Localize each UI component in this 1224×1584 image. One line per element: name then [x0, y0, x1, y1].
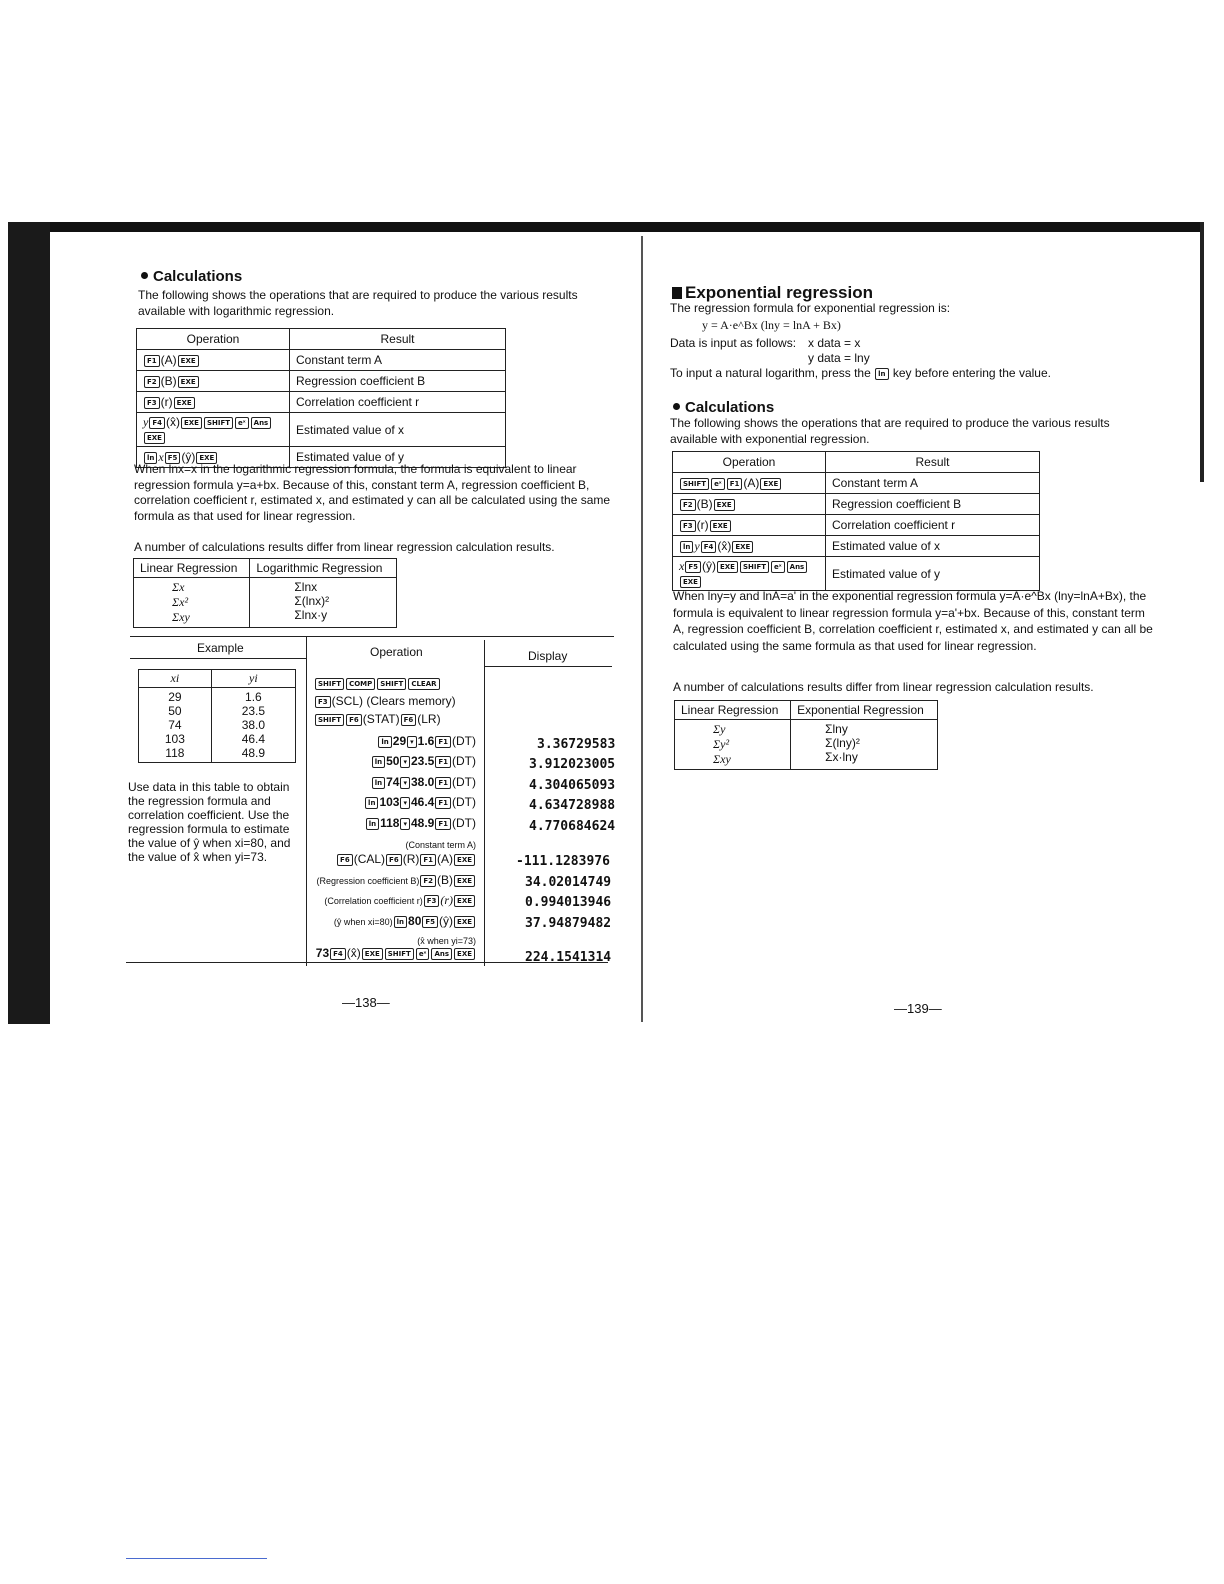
table-row: x F5 (ŷ) EXE SHIFT eˣ AnsEXE Estimated value of y — [673, 557, 1040, 591]
table-row — [137, 350, 506, 371]
op-text: (A) — [437, 852, 454, 866]
cmp-cell: Σx — [172, 580, 185, 594]
example-header-rule — [130, 658, 306, 659]
entry-line — [310, 734, 476, 748]
entry-x: 118 — [380, 816, 400, 830]
right-compare-table — [674, 700, 938, 770]
dt-label: (DT) — [452, 754, 476, 768]
ans-key: Ans — [251, 417, 272, 429]
exe-key: EXE — [732, 541, 753, 553]
entry-x: 29 — [392, 734, 407, 748]
result-header: Result — [826, 452, 1040, 473]
yi-value: 38.0 — [241, 718, 266, 732]
example-header-rule — [484, 666, 612, 667]
shift-key: SHIFT — [385, 948, 414, 960]
op-text: (A) — [160, 353, 177, 367]
xi-value: 50 — [168, 704, 182, 718]
exe-key: EXE — [714, 499, 735, 511]
op-text: (SCL) (Clears memory) — [331, 694, 456, 708]
calc-line — [310, 893, 476, 908]
ex-key: eˣ — [235, 417, 249, 429]
shift-key: SHIFT — [377, 678, 406, 690]
shift-key: SHIFT — [680, 478, 709, 490]
left-differ: A number of calculations results differ from linear regression calculation results. — [134, 540, 555, 554]
f1-key: F1 — [420, 854, 436, 866]
display-header: Display — [528, 649, 568, 663]
op-text: (x̂) — [717, 538, 732, 553]
clear-key: CLEAR — [408, 678, 439, 690]
op-note: (ŷ when xi=80) — [333, 917, 393, 927]
f6-key: F6 — [337, 854, 353, 866]
op-text: (B) — [160, 374, 177, 388]
cmp-cell: Σlny — [825, 722, 848, 736]
f4-key: F4 — [701, 541, 717, 553]
result-cell: Estimated value of y — [826, 557, 1040, 591]
page-number-left: —138— — [342, 995, 390, 1010]
op-text: (x̂) — [165, 415, 180, 429]
exe-key: EXE — [454, 854, 475, 866]
down-key: ▾ — [400, 818, 410, 830]
cmp-cell: Σlnx·y — [294, 608, 328, 622]
ln-key: ln — [144, 452, 157, 464]
cmp-cell: Σxy — [713, 752, 731, 766]
exe-key: EXE — [454, 895, 475, 907]
entry-line — [310, 795, 476, 809]
op-text: (x̂) — [346, 946, 361, 960]
cmp-cell: Σ(lny)² — [825, 736, 860, 750]
ex-key: eˣ — [771, 561, 785, 573]
ln-key: ln — [680, 541, 693, 553]
square-bullet-icon — [672, 287, 682, 299]
op-text: (B) — [696, 497, 713, 511]
exe-key: EXE — [178, 376, 199, 388]
exe-key: EXE — [362, 948, 383, 960]
right-calc-intro: The following shows the operations that are required to produce the various results available with exponential regression. — [670, 416, 1110, 446]
exe-key: EXE — [710, 520, 731, 532]
right-calc-heading: Calculations — [673, 399, 774, 416]
cmp-cell: Σy — [713, 722, 726, 736]
exp-intro: The regression formula for exponential regression is: — [670, 301, 951, 315]
display-value: 34.02014749 — [525, 875, 612, 890]
f1-key: F1 — [144, 355, 160, 367]
cmp-cell: Σx·lny — [825, 750, 858, 764]
example-divider — [484, 640, 485, 966]
down-key: ▾ — [400, 756, 410, 768]
op-text: (R) — [402, 852, 420, 866]
left-op-table — [136, 328, 506, 468]
result-cell: Estimated value of x — [826, 536, 1040, 557]
f5-key: F5 — [685, 561, 701, 573]
f3-key: F3 — [424, 895, 440, 907]
example-note: Use data in this table to obtain the regression formula and correlation coefficient. Use the regression formula to estimate the value of ŷ when xi=80, and the value of x̂ when yi=73. — [128, 780, 291, 864]
op-number: 73 — [315, 946, 330, 960]
xy-data-table — [138, 669, 296, 763]
op-line-scl — [314, 694, 456, 708]
exe-key: EXE — [454, 916, 475, 928]
ln-key: ln — [378, 736, 391, 748]
xi-header: xi — [139, 670, 212, 688]
f6-key: F6 — [346, 714, 362, 726]
f1-key: F1 — [727, 478, 743, 490]
calc-line — [310, 914, 476, 928]
display-value: 3.36729583 — [537, 737, 616, 752]
entry-line — [310, 816, 476, 830]
yi-value: 23.5 — [241, 704, 266, 718]
op-header: Operation — [673, 452, 826, 473]
op-prefix: x — [158, 449, 164, 464]
comp-key: COMP — [346, 678, 375, 690]
bullet-icon — [673, 403, 680, 410]
shift-key: SHIFT — [315, 678, 344, 690]
display-value: 3.912023005 — [529, 757, 616, 772]
op-prefix: y — [143, 415, 149, 429]
exe-key: EXE — [181, 417, 202, 429]
exp-heading: Exponential regression — [672, 283, 873, 303]
exe-key: EXE — [680, 576, 701, 588]
f5-key: F5 — [165, 452, 181, 464]
down-key: ▾ — [400, 777, 410, 789]
op-text: (B) — [437, 873, 454, 887]
cmp-header-linear: Linear Regression — [675, 701, 791, 720]
book-spine — [641, 236, 643, 1022]
ln-key: ln — [366, 818, 379, 830]
right-explain: When lny=y and lnA=a' in the exponential regression formula y=A·e^Bx (lny=lnA+Bx), the formula is equivalent to linear regression formula y=a'+bx. Because of this, constant term A, regression coefficient B, correlation coefficient r, estimated x, and estimated y can all be calculated using the same formula as that used for linear regression. — [673, 589, 1153, 653]
cmp-cell: Σx² — [172, 595, 189, 609]
shift-key: SHIFT — [315, 714, 344, 726]
result-cell: Correlation coefficient r — [290, 392, 506, 413]
shift-key: SHIFT — [740, 561, 769, 573]
f2-key: F2 — [144, 376, 160, 388]
ex-key: eˣ — [711, 478, 725, 490]
op-text: (ŷ) — [181, 449, 196, 464]
dt-label: (DT) — [452, 734, 476, 748]
f1-key: F1 — [435, 756, 451, 768]
xi-value: 103 — [164, 732, 185, 746]
f6-key: F6 — [386, 854, 402, 866]
exe-key: EXE — [717, 561, 738, 573]
cmp-cell: Σy² — [713, 737, 730, 751]
f4-key: F4 — [330, 948, 346, 960]
exp-y-data: y data = lny — [808, 351, 870, 365]
ln-key: ln — [372, 777, 385, 789]
result-cell: Correlation coefficient r — [826, 515, 1040, 536]
op-text: (STAT) — [362, 712, 400, 726]
footer-rule — [126, 1558, 267, 1559]
xi-value: 29 — [168, 690, 182, 704]
down-key: ▾ — [400, 797, 410, 809]
result-cell: Regression coefficient B — [826, 494, 1040, 515]
calc-line — [310, 873, 476, 887]
calc-line — [310, 852, 476, 866]
dt-label: (DT) — [452, 775, 476, 789]
xi-value: 118 — [165, 746, 185, 760]
ln-key: ln — [394, 916, 407, 928]
entry-line — [310, 775, 476, 789]
display-value: -111.1283976 — [516, 854, 610, 869]
op-text: (r) — [440, 893, 454, 907]
xi-value: 74 — [168, 718, 182, 732]
display-value: 4.304065093 — [529, 778, 616, 793]
entry-line — [310, 754, 476, 768]
exp-data-input: Data is input as follows: — [670, 336, 797, 350]
result-cell: Constant term A — [290, 350, 506, 371]
result-header: Result — [290, 329, 506, 350]
cmp-header-log: Logarithmic Regression — [250, 559, 397, 578]
exp-x-data: x data = x — [808, 336, 861, 350]
f1-key: F1 — [435, 818, 451, 830]
display-value: 4.770684624 — [529, 819, 616, 834]
f2-key: F2 — [420, 875, 436, 887]
left-compare-table — [133, 558, 397, 628]
calc-line — [310, 946, 476, 960]
yi-header: yi — [211, 670, 295, 688]
label-constant: (Constant term A) — [405, 840, 476, 850]
table-row — [673, 473, 1040, 494]
right-op-table — [672, 451, 1040, 591]
result-cell: Estimated value of x — [290, 413, 506, 447]
bullet-icon — [141, 272, 148, 279]
result-cell: Regression coefficient B — [290, 371, 506, 392]
yi-value: 46.4 — [241, 732, 266, 746]
op-text: (r) — [160, 395, 173, 409]
op-line-clear — [314, 676, 441, 690]
left-calc-intro: The following shows the operations that are required to produce the various results available with logarithmic regression. — [138, 288, 578, 318]
result-cell: Constant term A — [826, 473, 1040, 494]
scan-left-edge — [8, 222, 50, 1024]
cmp-cell: Σlnx — [294, 580, 318, 594]
op-text: (CAL) — [353, 852, 386, 866]
left-explain: When lnx=x in the logarithmic regression formula, the formula is equivalent to linear regression formula y=a+bx. Because of this, constant term A, regression coefficient B, correlation coefficient r, estimated x, and estimated y can all be calculated using the same formula as that used for linear regression. — [134, 462, 611, 523]
right-differ: A number of calculations results differ from linear regression calculation results. — [673, 680, 1094, 694]
entry-y: 48.9 — [410, 816, 435, 830]
exe-key: EXE — [174, 397, 195, 409]
scan-right-edge — [1200, 222, 1204, 482]
example-header: Example — [197, 641, 244, 655]
yi-value: 48.9 — [241, 746, 266, 760]
table-row — [137, 371, 506, 392]
display-value: 0.994013946 — [525, 895, 612, 910]
f3-key: F3 — [315, 696, 331, 708]
label-xhat: (x̂ when yi=73) — [417, 936, 476, 946]
f6-key: F6 — [401, 714, 417, 726]
entry-y: 23.5 — [410, 754, 435, 768]
cmp-header-exp: Exponential Regression — [791, 701, 938, 720]
f1-key: F1 — [435, 736, 451, 748]
exe-key: EXE — [144, 432, 165, 444]
entry-y: 38.0 — [410, 775, 435, 789]
scan-top-border — [8, 222, 1204, 232]
exe-key: EXE — [178, 355, 199, 367]
entry-y: 1.6 — [417, 734, 435, 748]
table-row: ln y F4 (x̂) EXE Estimated value of x — [673, 536, 1040, 557]
display-value: 4.634728988 — [529, 798, 616, 813]
ln-key: ln — [365, 797, 378, 809]
exp-formula: y = A·e^Bx (lny = lnA + Bx) — [702, 318, 841, 332]
op-text: (ŷ) — [701, 559, 716, 573]
table-row — [137, 413, 506, 447]
table-row — [673, 494, 1040, 515]
op-note: (Correlation coefficient r) — [324, 896, 423, 906]
f3-key: F3 — [144, 397, 160, 409]
exe-key: EXE — [760, 478, 781, 490]
page-number-right: —139— — [894, 1001, 942, 1016]
dt-label: (DT) — [452, 816, 476, 830]
table-row — [673, 515, 1040, 536]
ln-key: ln — [372, 756, 385, 768]
f2-key: F2 — [680, 499, 696, 511]
f3-key: F3 — [680, 520, 696, 532]
result-cell: Estimated value of y — [290, 447, 506, 468]
display-value: 224.1541314 — [525, 950, 612, 965]
ex-key: eˣ — [416, 948, 430, 960]
down-key: ▾ — [407, 736, 417, 748]
yi-value: 1.6 — [245, 690, 262, 704]
op-text: (ŷ) — [439, 914, 454, 928]
op-line-stat — [314, 712, 441, 726]
ans-key: Ans — [431, 948, 452, 960]
f4-key: F4 — [149, 417, 165, 429]
cmp-header-linear: Linear Regression — [134, 559, 250, 578]
example-divider — [306, 636, 307, 966]
cmp-cell: Σxy — [172, 610, 190, 624]
op-text: (r) — [696, 518, 709, 532]
shift-key: SHIFT — [204, 417, 233, 429]
f1-key: F1 — [435, 797, 451, 809]
entry-y: 46.4 — [410, 795, 435, 809]
op-note: (Regression coefficient B) — [316, 876, 420, 886]
entry-x: 74 — [386, 775, 400, 789]
op-text: (LR) — [417, 712, 441, 726]
op-number: 80 — [408, 914, 422, 928]
example-top-rule — [130, 636, 614, 637]
exe-key: EXE — [454, 875, 475, 887]
dt-label: (DT) — [452, 795, 476, 809]
f1-key: F1 — [435, 777, 451, 789]
operation-header: Operation — [370, 645, 423, 659]
cmp-cell: Σ(lnx)² — [294, 594, 330, 608]
entry-x: 50 — [386, 754, 400, 768]
exe-key: EXE — [454, 948, 475, 960]
exe-key: EXE — [196, 452, 217, 464]
entry-x: 103 — [379, 795, 400, 809]
op-header: Operation — [137, 329, 290, 350]
f5-key: F5 — [422, 916, 438, 928]
display-value: 37.94879482 — [525, 916, 612, 931]
exp-natural: To input a natural logarithm, press the ln key before entering the value. — [670, 366, 1051, 380]
table-row — [137, 392, 506, 413]
ln-key: ln — [875, 368, 888, 380]
op-text: (A) — [743, 476, 760, 490]
left-calc-heading: Calculations — [141, 268, 242, 285]
ans-key: Ans — [787, 561, 808, 573]
